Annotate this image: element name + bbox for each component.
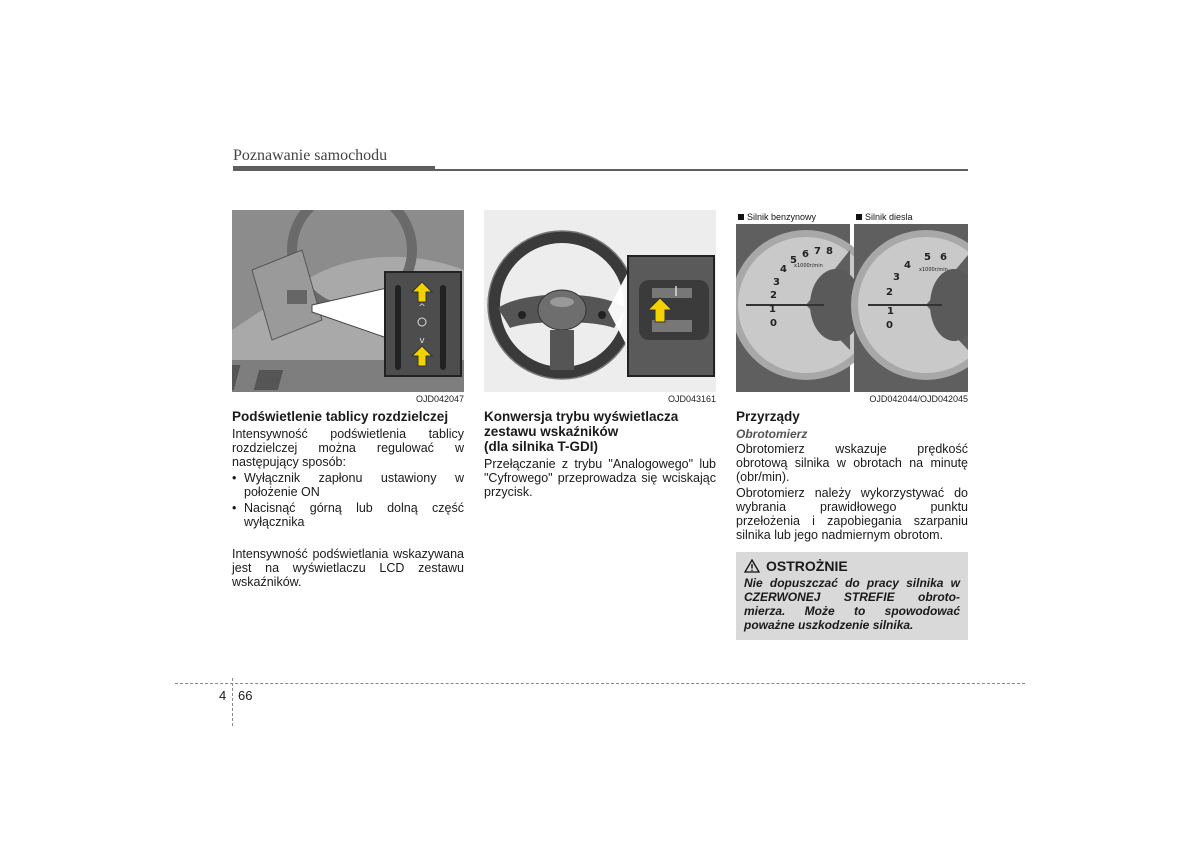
heading-line: (dla silnika T-GDI) [484, 439, 599, 454]
legend-text: Silnik benzynowy [747, 212, 817, 222]
figure-code: OJD042044/OJD042045 [869, 394, 968, 404]
section-heading [484, 409, 716, 454]
body-paragraph: Przełączanie z trybu "Analogowego" lub "Cyfrowego" przeprowadza się wciskając przycisk. [484, 457, 716, 499]
column-dashboard-illumination [232, 210, 464, 591]
legend-text: Silnik diesla [865, 212, 913, 222]
gauge-tick-label: 8 [826, 246, 833, 257]
gauge-tick-label: 2 [886, 287, 893, 298]
column-instruments [736, 210, 968, 640]
caution-text: Nie dopuszczać do pracy silnika w CZERWONEJ STREFIE obroto-mierza. Może to spowodować poważne uszkodzenie silnika. [744, 576, 960, 632]
section-heading: Podświetlenie tablicy rozdzielczej [232, 409, 449, 424]
intro-paragraph: Intensywność podświetlenia tablicy rozdzielczej można regulować w następujący sposób: [232, 427, 464, 469]
diesel-gauge-label [856, 212, 913, 222]
footer-rule [175, 683, 1025, 684]
gauge-tick-label: 5 [924, 252, 931, 263]
gauge-tick-label: 0 [886, 320, 893, 331]
gauge-tick-label: 2 [770, 290, 777, 301]
gauge-tick-label: 6 [802, 249, 809, 260]
gauge-tick-label: 4 [780, 264, 787, 275]
gauge-tick-label: 6 [940, 252, 947, 263]
list-item: • Nacisnąć górną lub dolną część wyłącznika [232, 501, 464, 529]
heading-line: zestawu wskaźników [484, 424, 619, 439]
gauge-unit: x1000r/min [919, 267, 948, 273]
figure-code: OJD042047 [415, 394, 464, 404]
warning-triangle-icon [744, 559, 760, 573]
chapter-number: 4 [219, 688, 227, 703]
note-paragraph: Intensywność podświetlania wskazywana jest na wyświetlaczu LCD zestawu wskaźników. [232, 547, 464, 589]
page-number: 66 [238, 688, 253, 703]
gauge-tick-label: 1 [769, 304, 776, 315]
column-display-mode [484, 210, 716, 501]
gauge-tick-label: 0 [770, 318, 777, 329]
caution-title: OSTROŻNIE [766, 558, 848, 574]
page-header-title: Poznawanie samochodu [233, 147, 388, 164]
steps-list [232, 471, 464, 529]
gauge-tick-label: 3 [893, 272, 900, 283]
section-heading: Przyrządy [736, 409, 800, 424]
header-rule-thick [233, 166, 435, 171]
gauge-unit: x1000r/min [794, 263, 823, 269]
gauge-tick-label: 3 [773, 277, 780, 288]
heading-line: Konwersja trybu wyświetlacza [484, 409, 679, 424]
body-paragraph: Obrotomierz należy wykorzystywać do wybrania prawidłowego punktu przełożenia i zapobiegania szarpaniu silnika lub jego nadmiernym obrotom. [736, 486, 968, 542]
gauge-tick-label: 1 [887, 306, 894, 317]
svg-text:^: ^ [418, 303, 426, 313]
dashboard-illumination-figure [232, 210, 464, 392]
subheading: Obrotomierz [736, 427, 808, 441]
caution-header [744, 558, 960, 574]
caution-box [736, 552, 968, 640]
dashboard-illustration [232, 210, 464, 392]
svg-text:v: v [419, 336, 425, 346]
tachometer-illustration [736, 210, 968, 392]
diesel-tachometer [851, 224, 968, 392]
gauge-tick-label: 4 [904, 260, 911, 271]
header-rule-thin [435, 169, 968, 171]
gauge-tick-label: 5 [790, 255, 797, 266]
gauge-tick-label: 7 [814, 246, 821, 257]
list-item: • Wyłącznik zapłonu ustawiony w położenie ON [232, 471, 464, 499]
petrol-gauge-label [738, 212, 816, 222]
body-paragraph: Obrotomierz wskazuje prędkość obrotową silnika w obrotach na minutę (obr/min). [736, 442, 968, 484]
steering-wheel-illustration [484, 210, 716, 392]
steering-wheel-figure [484, 210, 716, 392]
footer-separator [232, 678, 233, 726]
figure-code: OJD043161 [667, 394, 716, 404]
tachometer-figure [736, 210, 968, 392]
